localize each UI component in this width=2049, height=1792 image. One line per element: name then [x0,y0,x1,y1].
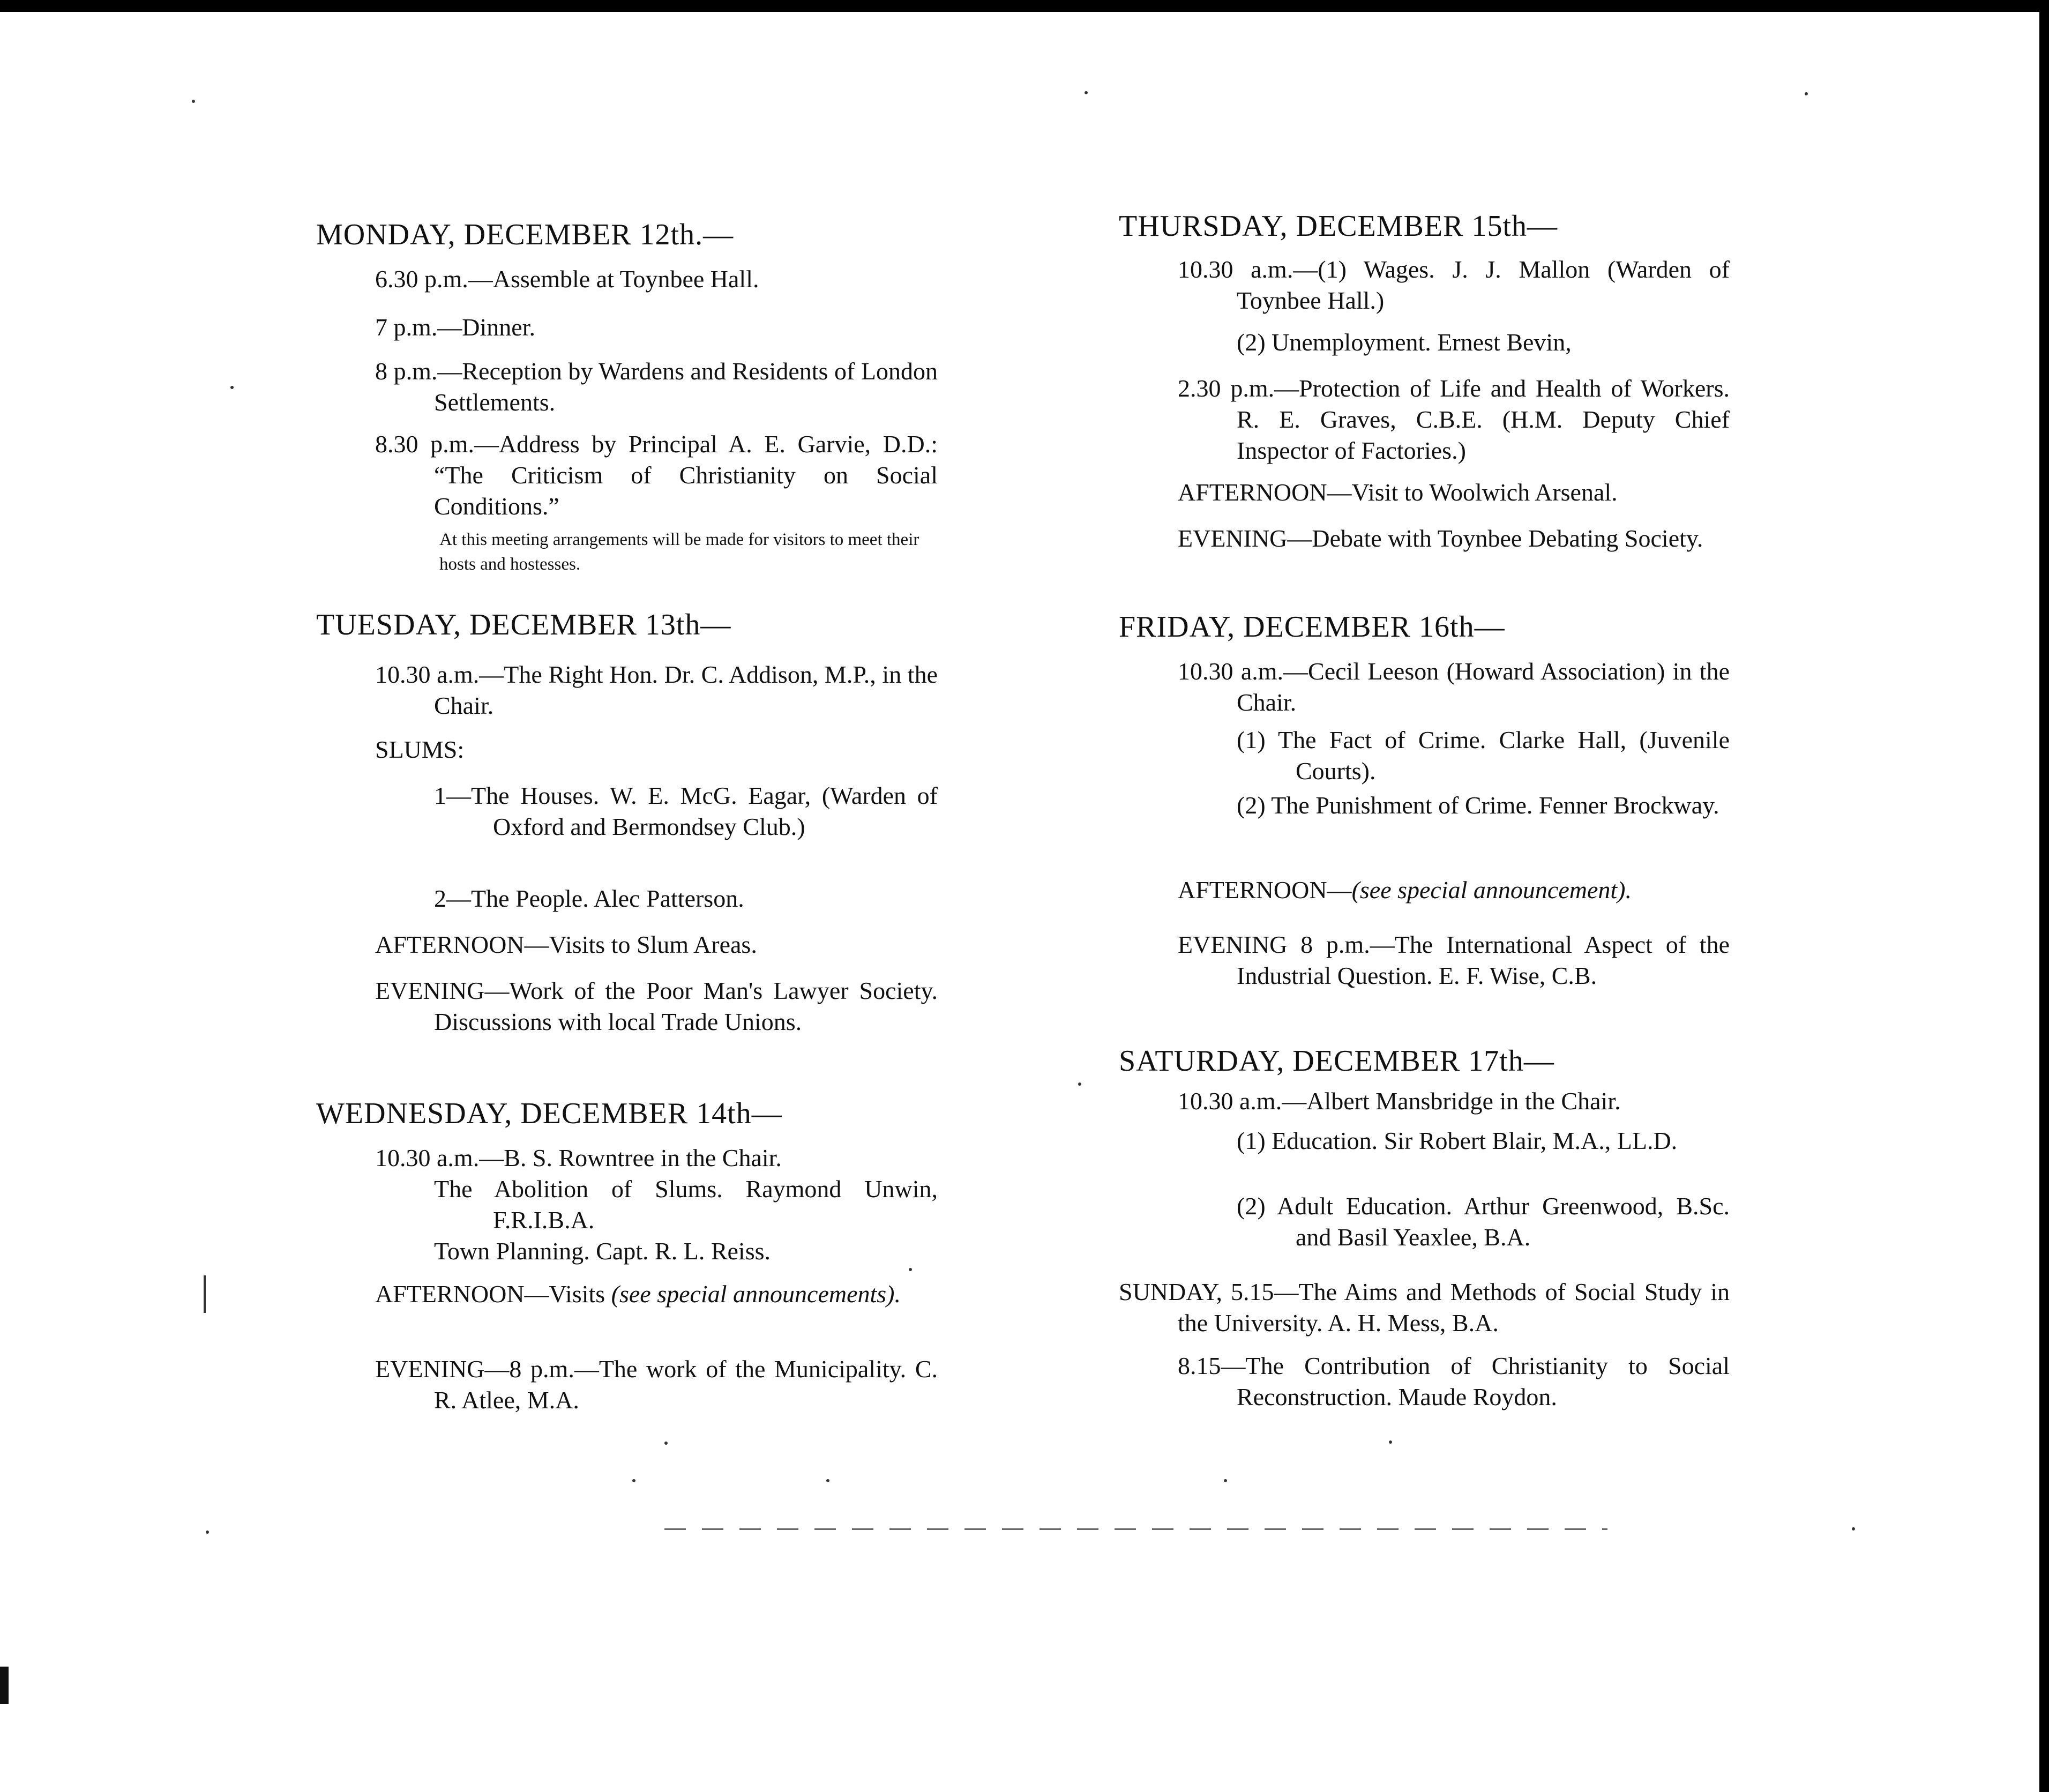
friday-item: (2) The Punishment of Crime. Fenner Brockway. [1237,792,1719,819]
wednesday-item [316,1279,938,1310]
scan-speck [909,1268,912,1271]
tuesday-item: 10.30 a.m.—The Right Hon. Dr. C. Addison, M.P., in the Chair. [375,661,938,719]
scan-speck [1852,1527,1855,1530]
scan-speck [1078,1082,1081,1086]
scan-speck [826,1479,829,1482]
scan-speck [1224,1479,1227,1482]
wednesday-item: EVENING—8 p.m.—The work of the Municipality. C. R. Atlee, M.A. [375,1355,938,1414]
wednesday-item: 10.30 a.m.—B. S. Rowntree in the Chair. [375,1144,782,1171]
friday-item: (1) The Fact of Crime. Clarke Hall, (Juvenile Courts). [1237,726,1730,785]
tuesday-item: EVENING—Work of the Poor Man's Lawyer Society. Discussions with local Trade Unions. [375,977,938,1035]
saturday-item: (2) Adult Education. Arthur Greenwood, B.Sc. and Basil Yeaxlee, B.A. [1237,1192,1730,1251]
wednesday-heading: WEDNESDAY, DECEMBER 14th— [316,1097,782,1130]
thursday-item [1119,327,1730,358]
saturday-heading: SATURDAY, DECEMBER 17th— [1119,1044,1554,1078]
scan-border-right [2039,0,2049,1792]
scan-margin-mark [204,1275,206,1313]
thursday-item: 10.30 a.m.—(1) Wages. J. J. Mallon (Warden of Toynbee Hall.) [1178,256,1730,314]
wednesday-town-planning: Town Planning. Capt. R. L. Reiss. [434,1237,771,1265]
scan-speck [1389,1440,1392,1444]
tuesday-heading: TUESDAY, DECEMBER 13th— [316,608,731,641]
monday-item: 7 p.m.—Dinner. [375,313,535,341]
monday-heading: MONDAY, DECEMBER 12th.— [316,218,734,251]
scan-speck [664,1442,668,1445]
scan-speck [230,386,234,389]
friday-afternoon-note: (see special announcement). [1351,876,1632,904]
tuesday-item: 1—The Houses. W. E. McG. Eagar, (Warden of Oxford and Bermondsey Club.) [434,782,938,840]
monday-item: 8 p.m.—Reception by Wardens and Residents of London Settlements. [375,357,938,416]
wednesday-item: The Abolition of Slums. Raymond Unwin, F.R.I.B.A. [434,1175,938,1234]
sunday-item: 8.15—The Contribution of Christianity to Social Reconstruction. Maude Roydon. [1178,1352,1730,1410]
tuesday-slums: SLUMS: [375,736,465,763]
thursday-heading: THURSDAY, DECEMBER 15th— [1119,210,1558,243]
tuesday-people: 2—The People. Alec Patterson. [434,885,744,912]
tuesday-item [316,883,938,914]
friday-item: EVENING 8 p.m.—The International Aspect of the Industrial Question. E. F. Wise, C.B. [1178,931,1730,989]
scan-speck [206,1530,209,1534]
scan-edge-mark [0,1667,9,1704]
thursday-unemployment: (2) Unemployment. Ernest Bevin, [1237,328,1572,356]
wednesday-afternoon: AFTERNOON—Visits [375,1280,611,1308]
wednesday-afternoon-note: (see special announcements). [611,1280,901,1308]
saturday-item: (1) Education. Sir Robert Blair, M.A., LL.D. [1237,1127,1678,1154]
saturday-item: 10.30 a.m.—Albert Mansbridge in the Chair. [1178,1087,1621,1115]
sunday-item: SUNDAY, 5.15—The Aims and Methods of Social Study in the University. A. H. Mess, B.A. [1119,1278,1730,1336]
friday-afternoon: AFTERNOON— [1178,876,1352,904]
scan-speck [1805,92,1808,95]
thursday-item: EVENING—Debate with Toynbee Debating Society. [1178,525,1703,552]
scan-dashed-line [664,1528,1607,1530]
monday-note: At this meeting arrangements will be made for visitors to meet their hosts and hostesses. [439,530,919,574]
scan-speck [632,1479,635,1482]
friday-item [1119,875,1730,906]
thursday-item: AFTERNOON—Visit to Woolwich Arsenal. [1178,479,1618,506]
friday-item: 10.30 a.m.—Cecil Leeson (Howard Association) in the Chair. [1178,658,1730,716]
friday-heading: FRIDAY, DECEMBER 16th— [1119,610,1505,644]
monday-item: 6.30 p.m.—Assemble at Toynbee Hall. [375,265,759,293]
wednesday-item [316,1236,938,1267]
thursday-item: 2.30 p.m.—Protection of Life and Health of Workers. R. E. Graves, C.B.E. (H.M. Deputy Chief Inspector of Factories.) [1178,375,1730,464]
monday-item: 8.30 p.m.—Address by Principal A. E. Garvie, D.D.: “The Criticism of Christianity on Social Conditions.” [375,430,938,520]
scan-speck [192,100,195,103]
tuesday-item: AFTERNOON—Visits to Slum Areas. [375,931,757,958]
scan-speck [1085,91,1088,94]
scan-border-top [0,0,2049,12]
